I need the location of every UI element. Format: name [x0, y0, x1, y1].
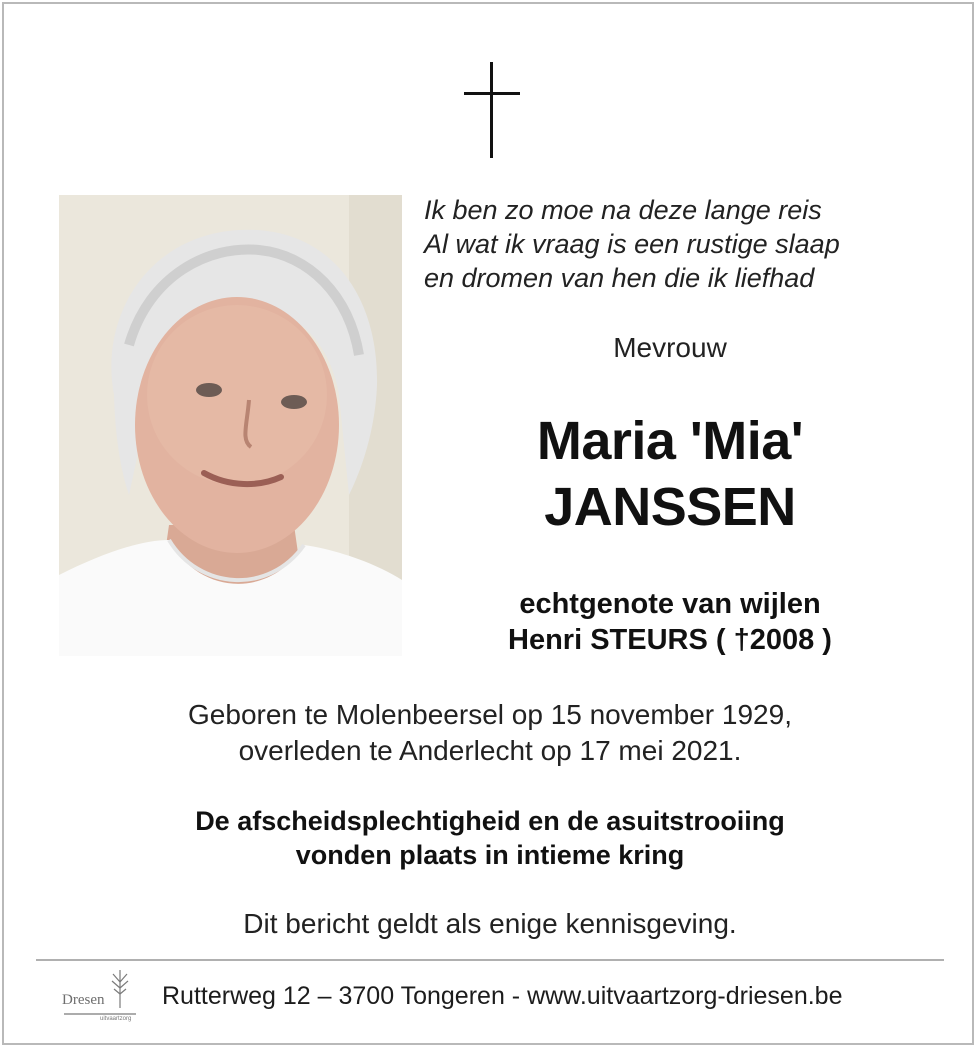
poem-line: en dromen van hen die ik liefhad	[424, 263, 815, 293]
poem-line: Ik ben zo moe na deze lange reis	[424, 195, 822, 225]
salutation: Mevrouw	[613, 332, 727, 363]
first-name: Maria 'Mia'	[536, 411, 804, 471]
footer-address: Rutterweg 12 – 3700 Tongeren - www.uitvaartzorg-driesen.be	[162, 982, 843, 1010]
birth-line: Geboren te Molenbeersel op 15 november 1929,	[188, 699, 792, 730]
funeral-home-logo	[58, 968, 142, 1024]
divider	[36, 959, 944, 961]
life-dates	[40, 697, 940, 769]
spouse-info	[420, 586, 920, 658]
poem-line: Al wat ik vraag is een rustige slaap	[424, 229, 840, 259]
svg-text:uitvaartzorg: uitvaartzorg	[100, 1016, 132, 1022]
deceased-name	[420, 408, 920, 540]
notice-text: Dit bericht geldt als enige kennisgeving.	[243, 908, 737, 939]
cross-icon	[464, 62, 520, 158]
ceremony-info	[40, 804, 940, 872]
death-line: overleden te Anderlecht op 17 mei 2021.	[238, 735, 742, 766]
poem	[424, 193, 944, 295]
spouse-line-2: Henri STEURS ( †2008 )	[508, 624, 832, 656]
portrait-photo	[59, 195, 402, 656]
ceremony-line-2: vonden plaats in intieme kring	[295, 840, 685, 870]
ceremony-line-1: De afscheidsplechtigheid en de asuitstrooiing	[195, 806, 785, 836]
spouse-line-1: echtgenote van wijlen	[519, 588, 821, 620]
svg-text:Dresen: Dresen	[62, 992, 105, 1008]
last-name: JANSSEN	[544, 477, 796, 537]
